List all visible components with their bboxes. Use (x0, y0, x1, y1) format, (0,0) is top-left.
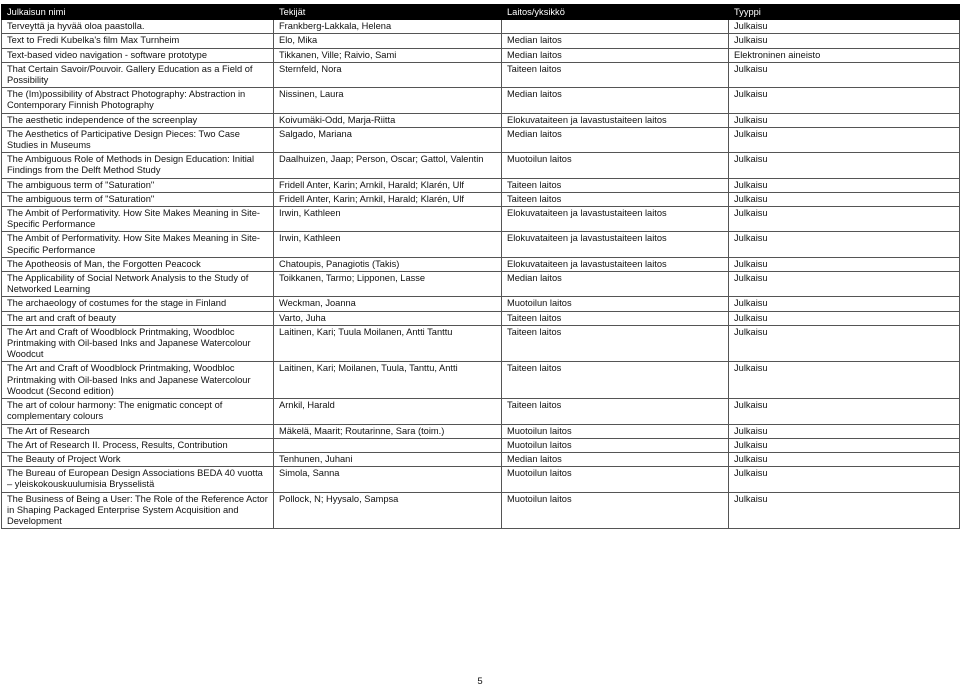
table-row (2, 113, 960, 127)
cell-authors: Mäkelä, Maarit; Routarinne, Sara (toim.) (274, 424, 502, 438)
cell-type: Julkaisu (729, 207, 960, 232)
cell-department: Muotoilun laitos (502, 424, 729, 438)
cell-title: The Applicability of Social Network Analysis to the Study of Networked Learning (2, 272, 274, 297)
cell-department: Elokuvataiteen ja lavastustaiteen laitos (502, 207, 729, 232)
cell-title: Text-based video navigation - software prototype (2, 48, 274, 62)
cell-department: Median laitos (502, 48, 729, 62)
table-row (2, 297, 960, 311)
cell-title: The Art of Research (2, 424, 274, 438)
cell-title: The (Im)possibility of Abstract Photography: Abstraction in Contemporary Finnish Photography (2, 88, 274, 113)
cell-title: Terveyttä ja hyvää oloa paastolla. (2, 20, 274, 34)
cell-authors: Varto, Juha (274, 311, 502, 325)
header-authors: Tekijät (274, 5, 502, 20)
cell-department: Median laitos (502, 88, 729, 113)
cell-authors: Toikkanen, Tarmo; Lipponen, Lasse (274, 272, 502, 297)
cell-title: The ambiguous term of "Saturation" (2, 178, 274, 192)
header-row (2, 5, 960, 20)
cell-type: Julkaisu (729, 62, 960, 87)
table-row (2, 467, 960, 492)
header-title: Julkaisun nimi (2, 5, 274, 20)
cell-type: Julkaisu (729, 178, 960, 192)
table-row (2, 34, 960, 48)
cell-type: Julkaisu (729, 192, 960, 206)
cell-type: Julkaisu (729, 127, 960, 152)
cell-type: Elektroninen aineisto (729, 48, 960, 62)
table-row (2, 207, 960, 232)
cell-title: Text to Fredi Kubelka's film Max Turnheim (2, 34, 274, 48)
cell-authors: Laitinen, Kari; Moilanen, Tuula, Tanttu, Antti (274, 362, 502, 399)
cell-title: The Beauty of Project Work (2, 452, 274, 466)
cell-type: Julkaisu (729, 362, 960, 399)
cell-authors: Tenhunen, Juhani (274, 452, 502, 466)
cell-department: Taiteen laitos (502, 311, 729, 325)
cell-authors (274, 438, 502, 452)
table-body (2, 20, 960, 529)
cell-authors: Koivumäki-Odd, Marja-Riitta (274, 113, 502, 127)
cell-department: Taiteen laitos (502, 192, 729, 206)
cell-department: Muotoilun laitos (502, 492, 729, 529)
cell-title: The Art and Craft of Woodblock Printmaking, Woodbloc Printmaking with Oil-based Inks and Japanese Watercolour Woodcut (Second edition) (2, 362, 274, 399)
cell-authors: Nissinen, Laura (274, 88, 502, 113)
cell-title: The art of colour harmony: The enigmatic concept of complementary colours (2, 399, 274, 424)
table-row (2, 311, 960, 325)
cell-type: Julkaisu (729, 272, 960, 297)
page-number: 5 (477, 676, 483, 687)
cell-department (502, 20, 729, 34)
table-row (2, 88, 960, 113)
cell-type: Julkaisu (729, 325, 960, 362)
cell-department: Elokuvataiteen ja lavastustaiteen laitos (502, 113, 729, 127)
cell-type: Julkaisu (729, 438, 960, 452)
header-type: Tyyppi (729, 5, 960, 20)
cell-authors: Irwin, Kathleen (274, 207, 502, 232)
cell-type: Julkaisu (729, 492, 960, 529)
cell-title: The art and craft of beauty (2, 311, 274, 325)
cell-type: Julkaisu (729, 153, 960, 178)
table-row (2, 127, 960, 152)
cell-department: Median laitos (502, 452, 729, 466)
cell-department: Elokuvataiteen ja lavastustaiteen laitos (502, 232, 729, 257)
cell-title: The Art of Research II. Process, Results, Contribution (2, 438, 274, 452)
table-header (2, 5, 960, 20)
cell-department: Taiteen laitos (502, 362, 729, 399)
cell-department: Taiteen laitos (502, 178, 729, 192)
cell-department: Taiteen laitos (502, 62, 729, 87)
table-row (2, 438, 960, 452)
cell-department: Taiteen laitos (502, 325, 729, 362)
cell-authors: Chatoupis, Panagiotis (Takis) (274, 257, 502, 271)
cell-department: Median laitos (502, 272, 729, 297)
cell-authors: Arnkil, Harald (274, 399, 502, 424)
cell-authors: Weckman, Joanna (274, 297, 502, 311)
cell-type: Julkaisu (729, 399, 960, 424)
cell-authors: Frankberg-Lakkala, Helena (274, 20, 502, 34)
cell-authors: Fridell Anter, Karin; Arnkil, Harald; Klarén, Ulf (274, 192, 502, 206)
cell-type: Julkaisu (729, 257, 960, 271)
cell-authors: Simola, Sanna (274, 467, 502, 492)
cell-department: Muotoilun laitos (502, 153, 729, 178)
table-row (2, 452, 960, 466)
table-row (2, 272, 960, 297)
cell-authors: Laitinen, Kari; Tuula Moilanen, Antti Tanttu (274, 325, 502, 362)
cell-title: The Ambit of Performativity. How Site Makes Meaning in Site-Specific Performance (2, 232, 274, 257)
table-row (2, 257, 960, 271)
cell-title: The archaeology of costumes for the stage in Finland (2, 297, 274, 311)
cell-department: Muotoilun laitos (502, 438, 729, 452)
cell-department: Muotoilun laitos (502, 297, 729, 311)
header-department: Laitos/yksikkö (502, 5, 729, 20)
table-row (2, 62, 960, 87)
cell-type: Julkaisu (729, 297, 960, 311)
cell-type: Julkaisu (729, 424, 960, 438)
publications-table (1, 4, 960, 529)
cell-department: Median laitos (502, 127, 729, 152)
cell-title: The Aesthetics of Participative Design Pieces: Two Case Studies in Museums (2, 127, 274, 152)
table-row (2, 178, 960, 192)
table-row (2, 325, 960, 362)
cell-authors: Irwin, Kathleen (274, 232, 502, 257)
cell-department: Muotoilun laitos (502, 467, 729, 492)
cell-department: Elokuvataiteen ja lavastustaiteen laitos (502, 257, 729, 271)
cell-authors: Salgado, Mariana (274, 127, 502, 152)
cell-authors: Pollock, N; Hyysalo, Sampsa (274, 492, 502, 529)
table-row (2, 362, 960, 399)
cell-title: The Business of Being a User: The Role of the Reference Actor in Shaping Packaged Enterprise System Acquisition and Development (2, 492, 274, 529)
cell-authors: Elo, Mika (274, 34, 502, 48)
cell-title: That Certain Savoir/Pouvoir. Gallery Education as a Field of Possibility (2, 62, 274, 87)
cell-title: The Ambiguous Role of Methods in Design Education: Initial Findings from the Delft Method Study (2, 153, 274, 178)
table-row (2, 153, 960, 178)
cell-type: Julkaisu (729, 88, 960, 113)
cell-title: The Ambit of Performativity. How Site Makes Meaning in Site-Specific Performance (2, 207, 274, 232)
cell-title: The Bureau of European Design Associations BEDA 40 vuotta – yleiskokouskuulumisia Brysselistä (2, 467, 274, 492)
cell-type: Julkaisu (729, 113, 960, 127)
cell-authors: Tikkanen, Ville; Raivio, Sami (274, 48, 502, 62)
cell-department: Median laitos (502, 34, 729, 48)
table-row (2, 232, 960, 257)
cell-type: Julkaisu (729, 20, 960, 34)
cell-type: Julkaisu (729, 232, 960, 257)
cell-title: The Art and Craft of Woodblock Printmaking, Woodbloc Printmaking with Oil-based Inks and Japanese Watercolour Woodcut (2, 325, 274, 362)
table-row (2, 192, 960, 206)
cell-type: Julkaisu (729, 311, 960, 325)
cell-authors: Sternfeld, Nora (274, 62, 502, 87)
cell-department: Taiteen laitos (502, 399, 729, 424)
cell-type: Julkaisu (729, 467, 960, 492)
table-row (2, 492, 960, 529)
cell-type: Julkaisu (729, 34, 960, 48)
table-row (2, 399, 960, 424)
table-row (2, 48, 960, 62)
table-row (2, 424, 960, 438)
cell-type: Julkaisu (729, 452, 960, 466)
cell-title: The ambiguous term of "Saturation" (2, 192, 274, 206)
cell-authors: Daalhuizen, Jaap; Person, Oscar; Gattol, Valentin (274, 153, 502, 178)
table-row (2, 20, 960, 34)
cell-authors: Fridell Anter, Karin; Arnkil, Harald; Klarén, Ulf (274, 178, 502, 192)
cell-title: The aesthetic independence of the screenplay (2, 113, 274, 127)
cell-title: The Apotheosis of Man, the Forgotten Peacock (2, 257, 274, 271)
